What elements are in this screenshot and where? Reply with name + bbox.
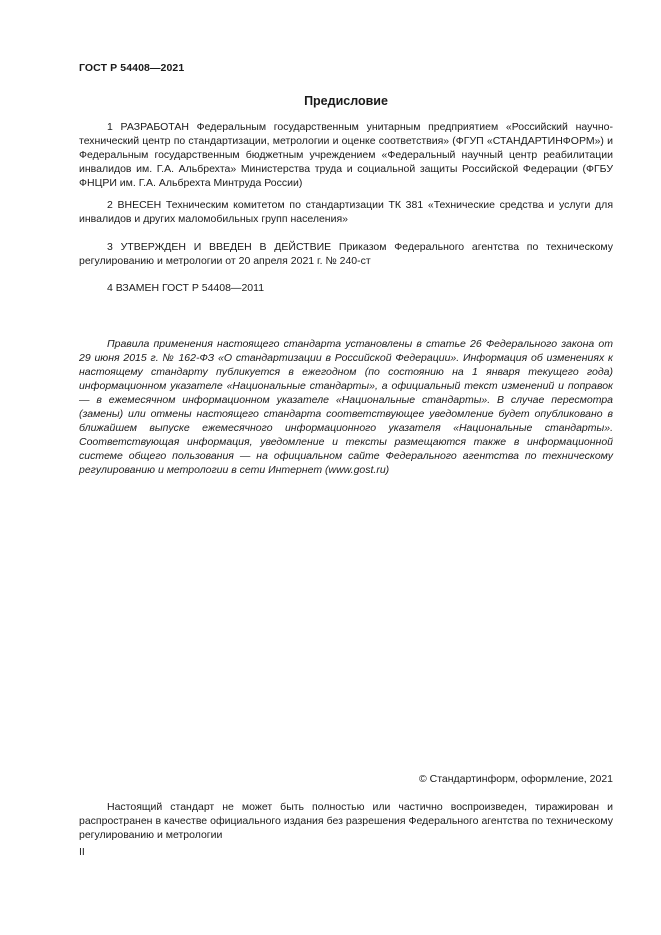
foreword-title: Предисловие [304, 94, 388, 108]
foreword-item-replaces: 4 ВЗАМЕН ГОСТ Р 54408—2011 [107, 282, 265, 294]
page-number: II [79, 846, 85, 858]
document-code: ГОСТ Р 54408—2021 [79, 62, 185, 74]
copyright-line: © Стандартинформ, оформление, 2021 [418, 773, 613, 785]
application-rules-notice: Правила применения настоящего стандарта установлены в статье 26 Федерального закона от 29 июня 2015 г. № 162-ФЗ «О стандартизации в Российской Федерации». Информация об изменениях к настоящему стандарту публикуется в ежегодном (по состоянию на 1 января текущего года) информационном указателе «Национальные стандарты», а официальный текст изменений и поправок — в ежемесячном информационном указателе «Национальные стандарты». В случае пересмотра (замены) или отмены настоящего стандарта соответствующее уведомление будет опубликовано в ближайшем выпуске ежемесячного информационного указателя «Национальные стандарты». Соответствующая информация, уведомление и тексты размещаются также в информационной системе общего пользования — на официальном сайте Федерального агентства по техническому регулированию и метрологии в сети Интернет (www.gost.ru) [79, 338, 613, 476]
foreword-item-introduced: 2 ВНЕСЕН Техническим комитетом по стандартизации ТК 381 «Технические средства и услуги для инвалидов и других маломобильных групп населения» [79, 199, 613, 225]
foreword-item-developed: 1 РАЗРАБОТАН Федеральным государственным унитарным предприятием «Российский научно-технический центр по стандартизации, метрологии и оценке соответствия» (ФГУП «СТАНДАРТИНФОРМ») и Федеральным государственным бюджетным учреждением «Федеральный научный центр реабилитации инвалидов им. Г.А. Альбрехта» Министерства труда и социальной защиты Российской Федерации (ФГБУ ФНЦРИ им. Г.А. Альбрехта Минтруда России) [79, 121, 613, 189]
reproduction-notice: Настоящий стандарт не может быть полностью или частично воспроизведен, тиражирован и распространен в качестве официального издания без разрешения Федерального агентства по техническому регулированию и метрологии [79, 801, 613, 841]
foreword-item-approved: 3 УТВЕРЖДЕН И ВВЕДЕН В ДЕЙСТВИЕ Приказом Федерального агентства по техническому регулированию и метрологии от 20 апреля 2021 г. № 240-ст [79, 241, 613, 267]
